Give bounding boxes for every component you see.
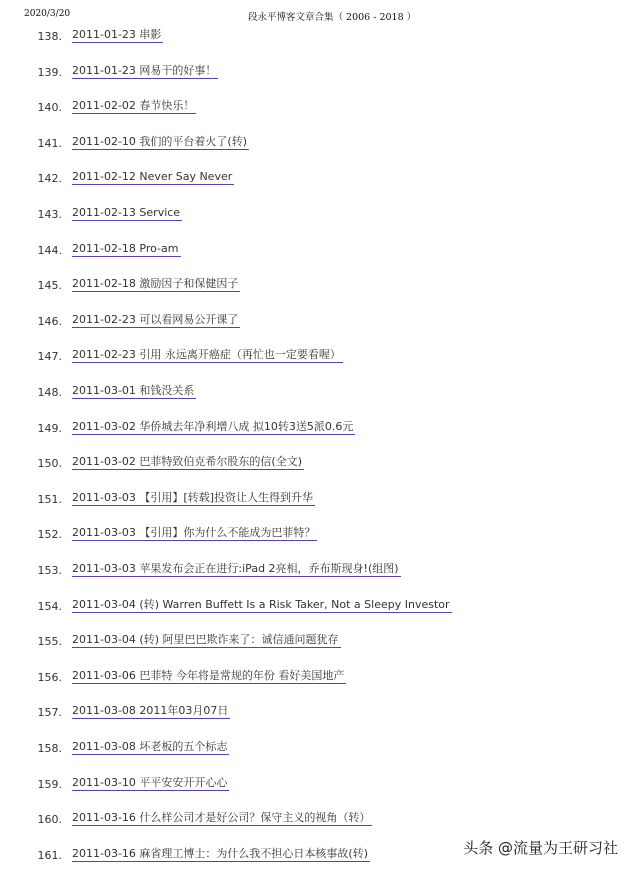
- list-item-number: 145.: [37, 279, 62, 293]
- list-item-number: 157.: [37, 706, 62, 720]
- list-item-number: 150.: [37, 457, 62, 471]
- list-item-number: 139.: [37, 65, 62, 79]
- article-link[interactable]: 2011-03-03 苹果发布会正在进行:iPad 2亮相，乔布斯现身!(组图): [72, 562, 399, 575]
- list-item-number: 161.: [37, 848, 62, 862]
- list-item: [0, 135, 636, 153]
- list-item: [0, 598, 636, 616]
- list-item-number: 159.: [37, 777, 62, 791]
- list-item-number: 154.: [37, 599, 62, 613]
- article-link[interactable]: 2011-02-12 Never Say Never: [72, 170, 233, 184]
- article-link[interactable]: 2011-03-04 (转) 阿里巴巴欺诈来了：诚信通问题犹存: [72, 633, 339, 647]
- list-item-number: 148.: [37, 386, 62, 399]
- article-link[interactable]: 2011-03-10 平平安安开开心心: [72, 775, 228, 789]
- list-item-number: 140.: [37, 101, 62, 115]
- article-link[interactable]: 2011-02-23 可以看网易公开课了: [72, 312, 239, 326]
- article-link[interactable]: 2011-02-23 引用 永远离开癌症（再忙也一定要看喔）: [72, 348, 341, 362]
- list-item: [0, 99, 636, 117]
- article-link[interactable]: 2011-02-13 Service: [72, 206, 181, 219]
- article-link[interactable]: 2011-03-16 什么样公司才是好公司？保守主义的视角（转）: [72, 811, 371, 825]
- list-item: [0, 313, 636, 331]
- list-item: [0, 242, 636, 260]
- list-item: [0, 420, 636, 438]
- list-item: [0, 491, 636, 509]
- article-link[interactable]: 2011-03-04 (转) Warren Buffett Is a Risk Taker, Not a Sleepy Investor: [72, 597, 450, 611]
- article-link[interactable]: 2011-02-18 激励因子和保健因子: [72, 277, 239, 291]
- list-item-number: 146.: [37, 314, 62, 328]
- watermark: 头条 @流量为王研习社: [463, 839, 618, 857]
- article-link[interactable]: 2011-02-02 春节快乐！: [72, 99, 195, 113]
- article-link[interactable]: 2011-02-18 Pro-am: [72, 241, 179, 255]
- list-item-number: 138.: [37, 30, 62, 43]
- list-item-number: 158.: [37, 742, 62, 755]
- list-item: [0, 740, 636, 758]
- article-link[interactable]: 2011-01-23 串影: [72, 28, 162, 41]
- list-item: [0, 28, 636, 46]
- list-item-number: 142.: [37, 172, 62, 186]
- list-item: [0, 704, 636, 722]
- article-link[interactable]: 2011-03-02 华侨城去年净利增八成 拟10转3送5派0.6元: [72, 419, 354, 433]
- list-item-number: 155.: [37, 635, 62, 649]
- list-item-number: 143.: [37, 208, 62, 221]
- list-item-number: 152.: [37, 528, 62, 542]
- list-item-number: 141.: [37, 136, 62, 150]
- article-link[interactable]: 2011-03-03 【引用】你为什么不能成为巴菲特？: [72, 526, 316, 540]
- list-item-number: 160.: [37, 813, 62, 827]
- list-item: [0, 384, 636, 402]
- list-item: [0, 669, 636, 687]
- article-link[interactable]: 2011-03-08 2011年03月07日: [72, 704, 229, 718]
- list-item-number: 156.: [37, 670, 62, 684]
- list-item: [0, 206, 636, 224]
- article-link[interactable]: 2011-03-02 巴菲特致伯克希尔股东的信(全文): [72, 455, 303, 469]
- article-link[interactable]: 2011-02-10 我们的平台着火了(转): [72, 134, 248, 148]
- document-title: 段永平博客文章合集（ 2006 - 2018 ）: [248, 12, 417, 23]
- list-item: [0, 170, 636, 188]
- list-item: [0, 562, 636, 580]
- list-item: [0, 633, 636, 651]
- list-item: [0, 526, 636, 544]
- article-link[interactable]: 2011-03-16 麻省理工博士：为什么我不担心日本核事故(转): [72, 846, 369, 860]
- list-item-number: 153.: [37, 564, 62, 577]
- article-link[interactable]: 2011-03-03 【引用】[转载]投资让人生得到升华: [72, 490, 314, 504]
- list-item: [0, 811, 636, 829]
- list-item: [0, 64, 636, 82]
- header-date: 2020/3/20: [24, 9, 71, 19]
- article-link[interactable]: 2011-03-06 巴菲特 今年将是常规的年份 看好美国地产: [72, 668, 345, 682]
- list-item-number: 151.: [37, 492, 62, 506]
- article-link[interactable]: 2011-03-08 坏老板的五个标志: [72, 740, 228, 753]
- article-link[interactable]: 2011-01-23 网易干的好事！: [72, 63, 217, 77]
- list-item-number: 147.: [37, 350, 62, 364]
- list-item: [0, 348, 636, 366]
- list-item: [0, 776, 636, 794]
- list-item-number: 144.: [37, 243, 62, 257]
- list-item: [0, 455, 636, 473]
- list-item-number: 149.: [37, 421, 62, 435]
- list-item: [0, 277, 636, 295]
- article-link[interactable]: 2011-03-01 和钱没关系: [72, 384, 195, 397]
